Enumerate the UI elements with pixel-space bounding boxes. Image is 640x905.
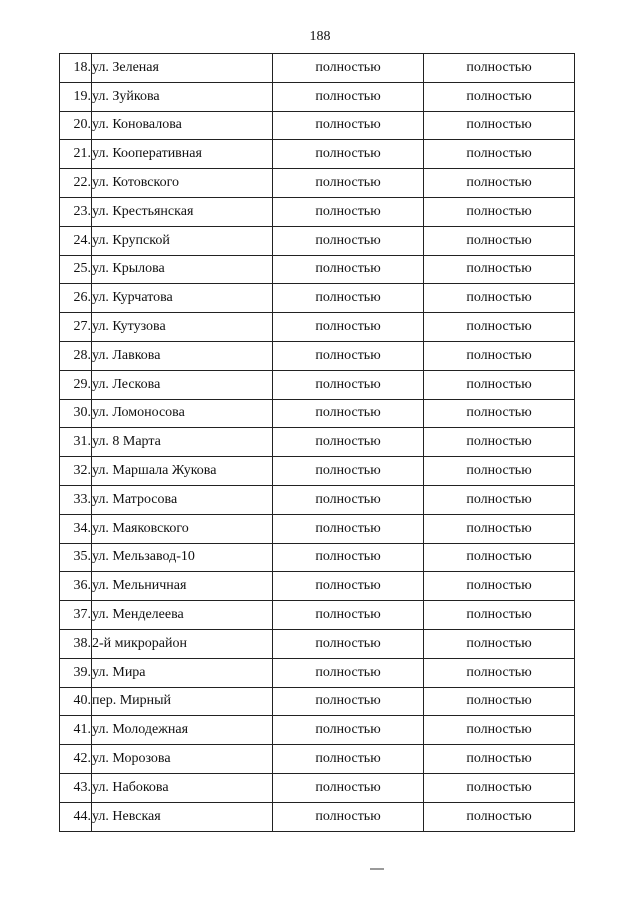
row-number: 29. [60, 370, 92, 399]
status-cell: полностью [424, 341, 575, 370]
row-number: 23. [60, 197, 92, 226]
street-name: ул. Кооперативная [92, 140, 273, 169]
street-name: ул. Мельничная [92, 572, 273, 601]
row-number: 26. [60, 284, 92, 313]
status-cell: полностью [273, 745, 424, 774]
table-row [60, 313, 575, 342]
row-number: 28. [60, 341, 92, 370]
status-cell: полностью [273, 601, 424, 630]
street-name: ул. 8 Марта [92, 428, 273, 457]
status-cell: полностью [273, 255, 424, 284]
street-name: ул. Крестьянская [92, 197, 273, 226]
status-cell: полностью [273, 802, 424, 831]
street-name: ул. Зуйкова [92, 82, 273, 111]
status-cell: полностью [273, 773, 424, 802]
table-row [60, 197, 575, 226]
status-cell: полностью [273, 284, 424, 313]
row-number: 32. [60, 457, 92, 486]
status-cell: полностью [424, 485, 575, 514]
street-name: ул. Лескова [92, 370, 273, 399]
street-name: ул. Невская [92, 802, 273, 831]
row-number: 30. [60, 399, 92, 428]
status-cell: полностью [424, 687, 575, 716]
table-row [60, 457, 575, 486]
row-number: 40. [60, 687, 92, 716]
status-cell: полностью [424, 111, 575, 140]
status-cell: полностью [424, 255, 575, 284]
status-cell: полностью [273, 543, 424, 572]
street-name: ул. Крупской [92, 226, 273, 255]
status-cell: полностью [424, 543, 575, 572]
street-name: ул. Менделеева [92, 601, 273, 630]
table-row [60, 226, 575, 255]
status-cell: полностью [424, 428, 575, 457]
street-name: ул. Крылова [92, 255, 273, 284]
table-row [60, 341, 575, 370]
table-row [60, 255, 575, 284]
streets-table-body [60, 54, 575, 832]
row-number: 41. [60, 716, 92, 745]
footer-mark [370, 868, 384, 870]
status-cell: полностью [273, 226, 424, 255]
status-cell: полностью [424, 313, 575, 342]
table-row [60, 773, 575, 802]
table-row [60, 370, 575, 399]
status-cell: полностью [424, 572, 575, 601]
table-row [60, 601, 575, 630]
table-row [60, 428, 575, 457]
street-name: ул. Зеленая [92, 54, 273, 83]
street-name: ул. Мира [92, 658, 273, 687]
table-row [60, 658, 575, 687]
street-name: ул. Ломоносова [92, 399, 273, 428]
row-number: 34. [60, 514, 92, 543]
status-cell: полностью [273, 687, 424, 716]
row-number: 20. [60, 111, 92, 140]
status-cell: полностью [424, 716, 575, 745]
table-row [60, 284, 575, 313]
street-name: ул. Маяковского [92, 514, 273, 543]
status-cell: полностью [273, 514, 424, 543]
row-number: 36. [60, 572, 92, 601]
status-cell: полностью [424, 457, 575, 486]
street-name: ул. Котовского [92, 169, 273, 198]
status-cell: полностью [424, 514, 575, 543]
row-number: 25. [60, 255, 92, 284]
status-cell: полностью [273, 197, 424, 226]
street-name: ул. Кутузова [92, 313, 273, 342]
row-number: 18. [60, 54, 92, 83]
row-number: 22. [60, 169, 92, 198]
status-cell: полностью [273, 457, 424, 486]
table-row [60, 629, 575, 658]
street-name: ул. Молодежная [92, 716, 273, 745]
status-cell: полностью [273, 169, 424, 198]
status-cell: полностью [273, 399, 424, 428]
table-row [60, 54, 575, 83]
status-cell: полностью [273, 54, 424, 83]
status-cell: полностью [273, 82, 424, 111]
row-number: 35. [60, 543, 92, 572]
status-cell: полностью [424, 629, 575, 658]
street-name: ул. Мельзавод-10 [92, 543, 273, 572]
status-cell: полностью [424, 658, 575, 687]
status-cell: полностью [273, 111, 424, 140]
status-cell: полностью [273, 485, 424, 514]
street-name: ул. Курчатова [92, 284, 273, 313]
table-row [60, 399, 575, 428]
status-cell: полностью [273, 428, 424, 457]
street-name: пер. Мирный [92, 687, 273, 716]
table-row [60, 140, 575, 169]
page-number: 188 [309, 29, 331, 44]
street-name: ул. Лавкова [92, 341, 273, 370]
table-row [60, 82, 575, 111]
row-number: 27. [60, 313, 92, 342]
table-row [60, 169, 575, 198]
status-cell: полностью [424, 284, 575, 313]
street-name: ул. Матросова [92, 485, 273, 514]
street-name: ул. Морозова [92, 745, 273, 774]
table-row [60, 572, 575, 601]
status-cell: полностью [273, 370, 424, 399]
row-number: 31. [60, 428, 92, 457]
table-row [60, 514, 575, 543]
status-cell: полностью [273, 629, 424, 658]
status-cell: полностью [424, 745, 575, 774]
status-cell: полностью [273, 140, 424, 169]
row-number: 21. [60, 140, 92, 169]
status-cell: полностью [273, 658, 424, 687]
status-cell: полностью [424, 197, 575, 226]
row-number: 24. [60, 226, 92, 255]
row-number: 38. [60, 629, 92, 658]
status-cell: полностью [424, 399, 575, 428]
table-row [60, 111, 575, 140]
table-row [60, 802, 575, 831]
status-cell: полностью [424, 370, 575, 399]
table-row [60, 485, 575, 514]
table-row [60, 716, 575, 745]
row-number: 43. [60, 773, 92, 802]
status-cell: полностью [273, 341, 424, 370]
row-number: 33. [60, 485, 92, 514]
row-number: 42. [60, 745, 92, 774]
status-cell: полностью [424, 601, 575, 630]
status-cell: полностью [424, 54, 575, 83]
streets-table [59, 53, 575, 832]
status-cell: полностью [424, 140, 575, 169]
street-name: ул. Маршала Жукова [92, 457, 273, 486]
status-cell: полностью [424, 82, 575, 111]
status-cell: полностью [424, 169, 575, 198]
street-name: ул. Коновалова [92, 111, 273, 140]
status-cell: полностью [273, 313, 424, 342]
table-row [60, 543, 575, 572]
status-cell: полностью [273, 572, 424, 601]
status-cell: полностью [424, 802, 575, 831]
table-row [60, 687, 575, 716]
row-number: 39. [60, 658, 92, 687]
row-number: 19. [60, 82, 92, 111]
table-row [60, 745, 575, 774]
street-name: 2-й микрорайон [92, 629, 273, 658]
street-name: ул. Набокова [92, 773, 273, 802]
row-number: 37. [60, 601, 92, 630]
status-cell: полностью [273, 716, 424, 745]
row-number: 44. [60, 802, 92, 831]
status-cell: полностью [424, 773, 575, 802]
status-cell: полностью [424, 226, 575, 255]
